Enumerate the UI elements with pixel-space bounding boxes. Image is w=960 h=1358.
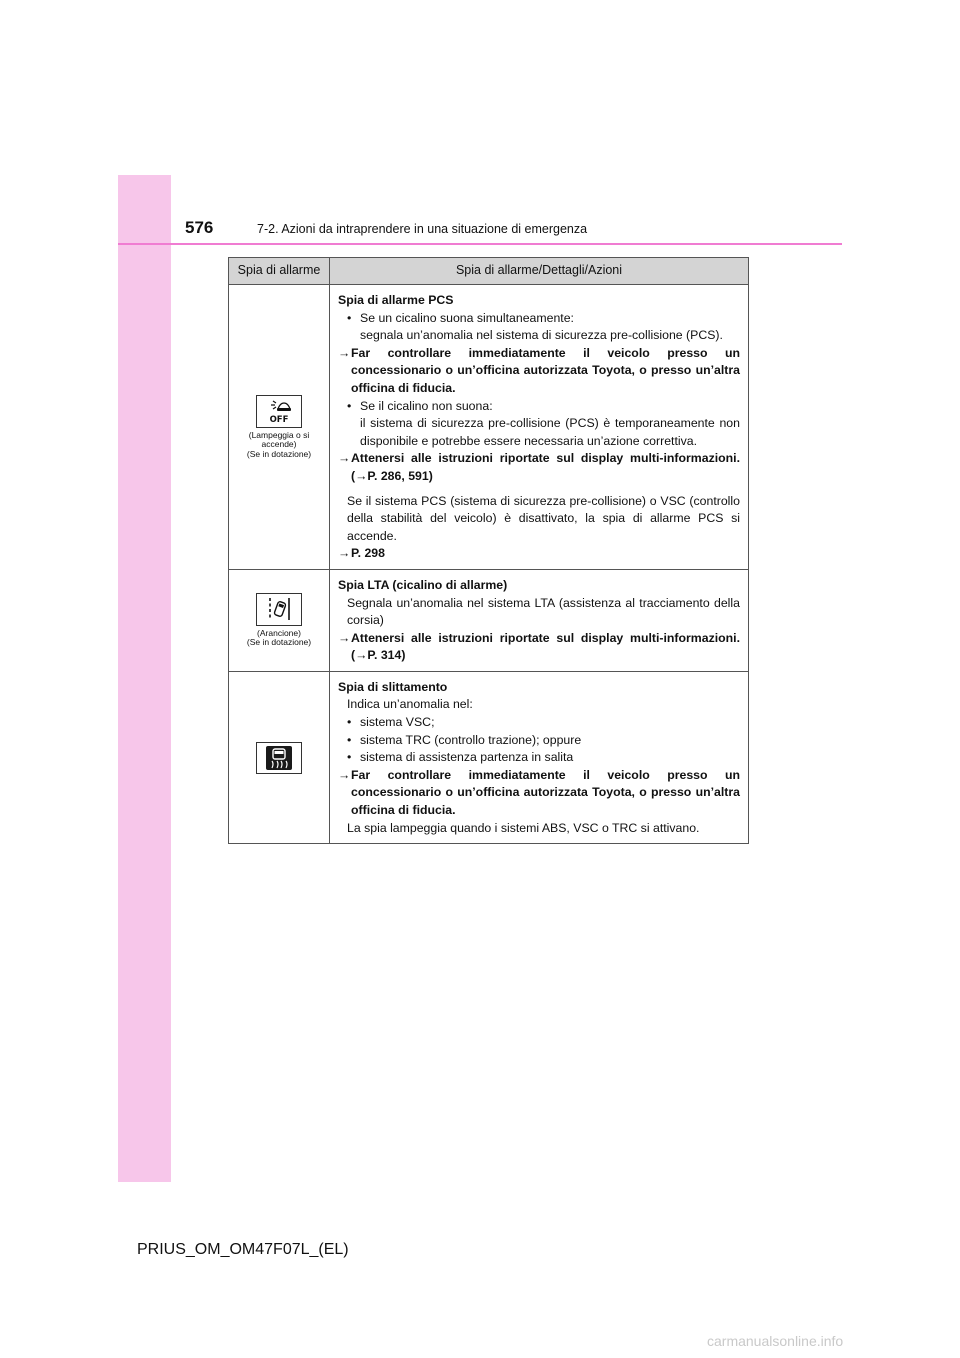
slip-icon-cell [229, 671, 330, 843]
slip-item: sistema VSC; [360, 715, 435, 730]
lta-details-cell [330, 569, 749, 671]
arrow-icon: → [338, 630, 351, 645]
pcs-bullet-2-detail: il sistema di sicurezza pre-collisione (PCS) è temporaneamente non disponibile e potrebbe essere necessaria un’azione correttiva. [360, 416, 740, 448]
slip-action: Far controllare immediatamente il veicolo presso un concessionario o un’officina autorizzata Toyota, o presso un’altra officina di fiducia. [351, 767, 740, 818]
slip-intro: Indica un’anomalia nel: [347, 697, 473, 712]
pcs-icon-cell [229, 285, 330, 570]
pcs-action-1: Far controllare immediatamente il veicolo presso un concessionario o un’officina autorizzata Toyota, o presso un’altra officina di fiducia. [351, 345, 740, 395]
lta-detail: Segnala un’anomalia nel sistema LTA (assistenza al tracciamento della corsia) [347, 595, 740, 628]
arrow-icon: → [338, 546, 351, 561]
column-header-details: Spia di allarme/Dettagli/Azioni [330, 258, 749, 285]
slip-details-cell: Spia di slittamento Indica un’anomalia nel: • sistema VSC; • sistema TRC (controllo trazione); oppure • sistema di assistenza partenza in salita → Far controllare immediatamente il veicolo presso un concessionario o un’officina autorizzata Toyota, o presso un’altra officina di fiducia. La spia lampeggia quando i sistemi ABS, VSC o TRC si attivano. [330, 671, 749, 843]
document-code: PRIUS_OM_OM47F07L_(EL) [137, 1241, 349, 1258]
arrow-icon: → [338, 767, 351, 782]
lta-title: Spia LTA (cicalino di allarme) [338, 577, 508, 592]
pcs-bullet-1-detail: segnala un’anomalia nel sistema di sicurezza pre-collisione (PCS). [360, 328, 723, 343]
pcs-warning-icon [256, 395, 302, 428]
arrow-icon: → [338, 451, 351, 466]
column-header-light: Spia di allarme [229, 258, 330, 285]
chapter-side-band [118, 175, 171, 1182]
pcs-bullet-2: Se il cicalino non suona: [360, 398, 493, 413]
slip-item: sistema di assistenza partenza in salita [360, 750, 574, 765]
page-number: 576 [185, 218, 214, 237]
lta-warning-icon [256, 593, 302, 626]
watermark: carmanualsonline.info [707, 1333, 844, 1349]
warning-light-table [228, 257, 749, 844]
lta-action: Attenersi alle istruzioni riportate sul display multi-informazioni. (→P. 314) [351, 630, 740, 663]
pcs-action-2: Attenersi alle istruzioni riportate sul display multi-informazioni. (→P. 286, 591) [351, 451, 740, 483]
table-row-lta [229, 569, 749, 671]
pcs-details-cell: Spia di allarme PCS • Se un cicalino suona simultaneamente: segnala un’anomalia nel sistema di sicurezza pre-collisione (PCS). → Far controllare immediatamente il veicolo presso un concessionario o un’officina autorizzata Toyota, o presso un’altra officina di fiducia. • Se il cicalino non suona: il sistema di sicurezza pre-collisione (PCS) è temporaneamente non disponibile e potrebbe essere necessaria un’azione correttiva. → Attenersi alle istruzioni riportate sul display multi-informazioni. (→P. 286, 591) Se il sistema PCS (sistema di sicurezza pre-collisione) o VSC (controllo della stabilità del veicolo) è disattivato, la spia di allarme PCS si accende. → P. 298 [330, 285, 749, 570]
pcs-caption-2: accende) [261, 439, 297, 450]
chapter-title: 7-2. Azioni da intraprendere in una situazione di emergenza [257, 222, 588, 236]
slip-item: sistema TRC (controllo trazione); oppure [360, 732, 582, 747]
slip-title: Spia di slittamento [338, 679, 448, 694]
arrow-icon: → [338, 345, 351, 360]
table-row-pcs [229, 285, 749, 570]
slip-note: La spia lampeggia quando i sistemi ABS, VSC o TRC si attivano. [347, 820, 700, 835]
pcs-icon-label: OFF [269, 415, 289, 426]
pcs-caption-1: (Lampeggia o si [248, 429, 310, 440]
pcs-page-ref: P. 298 [351, 546, 385, 561]
lta-icon-cell [229, 569, 330, 671]
table-row-slip [229, 671, 749, 843]
header-rule [118, 243, 842, 245]
pcs-title: Spia di allarme PCS [338, 293, 454, 307]
lta-caption-2: (Se in dotazione) [246, 637, 312, 648]
lta-caption-1: (Arancione) [257, 627, 301, 638]
slip-warning-icon [256, 742, 302, 774]
table-header-row [229, 258, 749, 285]
pcs-bullet-1: Se un cicalino suona simultaneamente: [360, 310, 574, 325]
pcs-note: Se il sistema PCS (sistema di sicurezza pre-collisione) o VSC (controllo della stabilità del veicolo) è disattivato, la spia di allarme PCS si accende. [347, 493, 740, 543]
pcs-caption-3: (Se in dotazione) [246, 448, 312, 459]
